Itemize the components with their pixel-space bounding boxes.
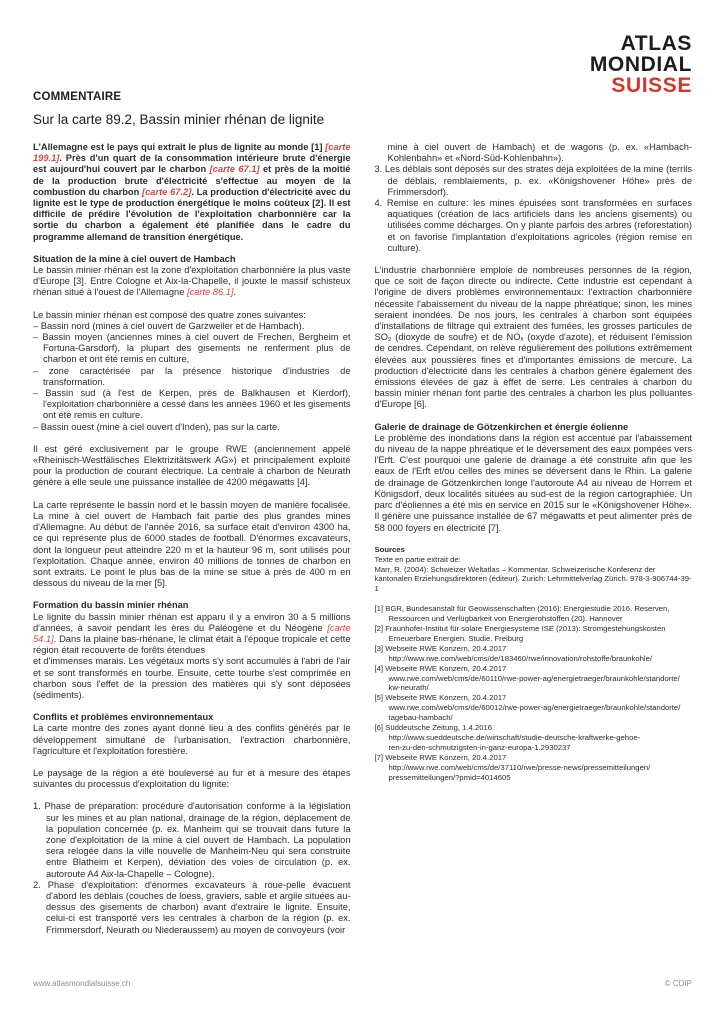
reference-text: Erneuerbare Energien. Studie. Freiburg [388,633,524,643]
logo-line-atlas: ATLAS [620,32,692,55]
text-run: . La production d'électricité avec du lignite est le type de production énergétique le moins coûteux [2]. Il est difficile de prédire l'évolution de l'exploitation charbonnière car la sortie du charbon a également été planifiée dans le cadre du programme allemand de transition énergétique. [33,186,351,242]
logo-line-suisse: SUISSE [611,74,692,97]
reference-url: http://www.rwe.com/web/cms/de/37110/rwe/presse-news/pressemitteilungen/ [388,762,651,772]
reference-item [375,723,693,753]
reference-label: [7] [374,752,386,762]
paragraph: L'industrie charbonnière emploie de nombreuses personnes de la région, que ce soit de façon directe ou indirecte. Cette industrie est cependant à l'origine de divers problèmes environnementaux: l'extraction charbonnière nécessite l'abaissement du niveau de la nappe phréatique; sinon, les mines seraient inondées. De nos jours, les centrales à charbon sont équipées d'installations de filtrage qui extraient des fumées, les grosses particules de SO₂ (dioxyde de soufre) et de NOₓ (oxyde d'azote), et réduisent l'émission de cendres. Cependant, on relève régulièrement des pollutions extrêmement élevées aux poussières fines et d'importantes émissions de mercure. La production d'électricité dans les centrales à charbon génère également des émissions élevées de gaz à effet de serre. Les centrales à charbon du bassin minier rhénan font partie des centrales à charbon les plus polluantes d'Europe [6]. [374,265,692,410]
text-run: et près de la moitié de la production brute d'électricité s'effectue au moyen de la combustion du charbon [33,164,351,197]
reference-text: tagebau-hambach/ [388,713,453,723]
numbered-list [33,801,351,935]
logo-line-mondial: MONDIAL [589,53,692,76]
reference-text: Webseite RWE Konzern, 20.4.2017 [385,693,507,703]
page-title: Sur la carte 89.2, Bassin minier rhénan de lignite [33,112,325,127]
text-run: . [233,287,237,298]
reference-label: [3] [374,643,386,653]
reference-url: www.rwe.com/web/cms/de/60012/rwe-power-ag/energietraeger/braunkohle/standorte/ [388,703,681,713]
reference-list [375,604,693,782]
dash-list-item: – zone caractérisée par la présence historique d'industries de transformation. [33,365,351,387]
reference-text: Webseite RWE Konzern, 20.4.2017 [385,643,507,653]
dash-list-item: – Bassin sud (à l'est de Kerpen, près de Balkhausen et Kierdorf), l'exploitation charbonnière a cessé dans les années 1960 et les gisements ont été remis en culture. [33,388,351,421]
reference-text: pressemitteilungen/?pmid=4014605 [388,772,511,782]
reference-label: [4] [374,663,386,673]
reference-item [375,693,693,723]
numbered-list-item: 2. Phase d'exploitation: d'énormes excavateurs à roue-pelle évacuent d'abord les déblais (couches de loess, graviers, sable et argile situées au-dessus des gisements de charbon) avant d'extraire le lignite. Ensuite, celui-ci est transporté vers les centrales à charbon de la région (p. ex. Frimmersdorf, Neurath ou Niederaussem) au moyen de convoyeurs (voir [33,879,351,935]
reference-label: [2] [374,624,386,634]
paragraph: Le problème des inondations dans la région est accentué par l'abaissement du niveau de la nappe phréatique et le déversement des eaux pompées vers l'Erft. C'est pourquoi une galerie de drainage a été construite afin que les eaux de l'Erft et/ou celles des mines se déversent dans le Rhin. La galerie de drainage de Götzenkirchen longe l'autoroute A4 au niveau de Horrem et Königsdorf, deux localités situées au sud-est de la région cartographiée. Un parc d'éoliennes a été mis en service en 2015 sur le «Königshovener Höhe». Il génère une puissance installée de 67 mégawatts et peut alimenter près de 58 000 foyers en électricité [7]. [374,432,692,533]
paragraph [33,265,351,299]
reference-url: http://www.sueddeutsche.de/wirtschaft/studie-deutsche-kraftwerke-gehoe- [388,733,641,743]
reference-text: BGR, Bundesanstalt für Geowissenschaften (2016): Energiestudie 2016. Reserven, [385,604,670,614]
reference-label: [5] [374,693,386,703]
source-note: Texte en partie extrait de: [374,554,461,564]
reference-text: Webseite RWE Konzern, 20.4.2017 [385,663,507,673]
reference-text: Webseite RWE Konzern, 20.4.2017 [385,752,507,762]
carte-reference: [carte 86.1] [186,287,234,298]
left-column [33,142,351,978]
section-heading: Situation de la mine à ciel ouvert de Hambach [33,253,236,264]
carte-reference: [carte 199.1] [33,142,351,164]
reference-item [375,664,693,694]
text-run: Le lignite du bassin minier rhénan est apparu il y a environ 30 à 5 millions d'années, à savoir pendant les ères du Paléogène et du Néogène [33,611,351,633]
atlas-mondial-suisse-logo [590,33,692,96]
carte-reference: [carte 54.1] [33,622,351,644]
numbered-list-item: mine à ciel ouvert de Hambach) et de wagons (p. ex. «Hambach-Kohlenbahn» et «Nord-Süd-Kohlenbahn»). [387,142,692,164]
carte-reference: [carte 67.1] [209,164,260,175]
dash-list-item: – Bassin nord (mines à ciel ouvert de Garzweiler et de Hambach). [33,320,305,331]
footer-website: www.atlasmondialsuisse.ch [33,979,131,988]
reference-item [375,624,693,644]
right-column [375,142,693,978]
numbered-list-item: 3. Les déblais sont déposés sur des strates déjà exploitées de la mine (terrils de déblais, remblaiements, p. ex. «Königshovener Höhe» près de Frimmersdorf). [374,164,692,197]
footer-copyright: © CDIP [664,979,692,988]
paragraph [33,612,351,702]
reference-item [375,644,693,664]
source-note: Marr, R. (2004): Schweizer Weltatlas – Kommentar. Schweizerische Konferenz der kantonalen Erziehungsdirektoren (éditeur). Zurich: Lehrmittelverlag Zürich. 978-3-906744-39-1 [374,564,692,594]
reference-url: http://www.rwe.com/web/cms/de/183460/rwe/innovation/rohstoffe/braunkohle/ [388,653,653,663]
reference-text: Süddeutsche Zeitung, 1.4.2016 [385,723,493,733]
text-run: . Dans la plaine bas-rhénane, le climat était à l'époque tropicale et cette région était recouverte de forêts étendues [33,633,351,656]
two-column-body [33,142,692,978]
reference-item [375,604,693,624]
reference-label: [1] [374,604,386,614]
numbered-list-item: 1. Phase de préparation: procédure d'autorisation conforme à la législation sur les mines et au plan national, drainage de la région, déplacement de la population concernée (p. ex. Manheim qui se trouvait dans future la zone d'exploitation de la mine à ciel ouvert de Hambach. La population sera relogée dans la ville nouvelle de Manheim-Neu qui sera construite entre Blatheim et Kerpen), déviation des voies de circulation (p. ex. autoroute A4 Aix-la-Chapelle – Cologne). [33,801,351,879]
section-heading: Conflits et problèmes environnementaux [33,712,214,723]
reference-text: ren-zu-den-schmutzigsten-in-ganz-europa-1.2930237 [388,742,571,752]
reference-url: www.rwe.com/web/cms/de/60110/rwe-power-ag/energietraeger/braunkohle/standorte/ [388,673,680,683]
paragraph [33,142,351,243]
carte-reference: [carte 67.2] [142,186,192,197]
text-run: L'Allemagne est le pays qui extrait le plus de lignite au monde [1] [33,142,326,152]
page-footer [33,979,692,988]
paragraph: Il est géré exclusivement par le groupe RWE (anciennement appelé «Rheinisch-Westfälisches Elektrizitätswerk AG») et principalement exploité pour la production de courant électrique. La centrale à charbon de Neurath génère à elle seule une puissance installée de 4200 mégawatts [4]. [33,443,351,488]
reference-text: Fraunhofer-Institut für solare Energiesysteme ISE (2013): Stromgestehungskosten [385,624,666,634]
section-kicker: COMMENTAIRE [33,91,122,103]
text-run: . Près d'un quart de la consommation intérieure brute d'énergie est aujourd'hui couvert par le charbon [33,153,351,175]
dash-list [33,321,351,433]
reference-text: kw-neurath/ [388,683,429,693]
text-run: Le bassin minier rhénan est la zone d'exploitation charbonnière la plus vaste d'Europe [3]. Entre Cologne et Aix-la-Chapelle, il jouxte le massif schisteux rhénan situé à l'ouest de l'Allemagne [33,265,351,298]
dash-list-item: – Bassin moyen (anciennes mines à ciel ouvert de Frechen, Bergheim et Fortuna-Garsdorf), la plupart des gisements ne renferment plus de charbon et ont été remis en culture, [33,332,351,365]
numbered-list [375,142,693,254]
paragraph: La carte montre des zones ayant donné lieu à des conflits générés par le développement simultané de l'urbanisation, l'extraction charbonnière, l'agriculture et l'exploitation forestière. [33,723,351,756]
numbered-list-item: 4. Remise en culture: les mines épuisées sont transformées en surfaces aquatiques (création de lacs artificiels dans les anciens gisements) ou utilisées comme décharges. On y plante parfois des arbres (reforestation) et on favorise l'implantation d'exploitations agricoles (région remise en culture). [374,198,692,253]
dash-list-item: – Bassin ouest (mine à ciel ouvert d'Inden), pas sur la carte. [33,421,280,432]
paragraph: La carte représente le bassin nord et le bassin moyen de manière focalisée. La mine à ciel ouvert de Hambach fait partie des plus grandes mines d'Allemagne. Au début de l'année 2016, sa surface était d'environ 4300 ha, ce qui représente plus de 6000 stades de football. D'énormes excavateurs, dont la longueur peut atteindre 220 m et la hauteur 96 m, sont utilisés pour l'exploitation. Chaque année, environ 40 millions de tonnes de charbon en sont extraits. Le point le plus bas de la mine se situe à près de 400 m en dessous du niveau de la mer [5]. [33,499,351,589]
paragraph: Le paysage de la région a été bouleversé au fur et à mesure des étapes suivantes du processus d'exploitation du lignite: [33,767,351,790]
reference-text: Ressourcen und Verfügbarkeit von Energierohstoffen (20). Hannover [388,614,623,624]
reference-item [375,753,693,783]
paragraph: Le bassin minier rhénan est composé des quatre zones suivantes: [33,309,306,320]
text-run: et d'immenses marais. Les végétaux morts s'y sont accumulés à l'abri de l'air et se sont transformés en tourbe. Ensuite, cette tourbe s'est comprimée en charbon sous l'effet de la pression des matières qui s'y sont déposées (sédiments). [33,656,351,700]
section-heading: Formation du bassin minier rhénan [33,600,189,611]
section-heading: Galerie de drainage de Götzenkirchen et énergie éolienne [374,421,629,432]
sources-heading: Sources [374,544,405,554]
reference-label: [6] [374,723,386,733]
